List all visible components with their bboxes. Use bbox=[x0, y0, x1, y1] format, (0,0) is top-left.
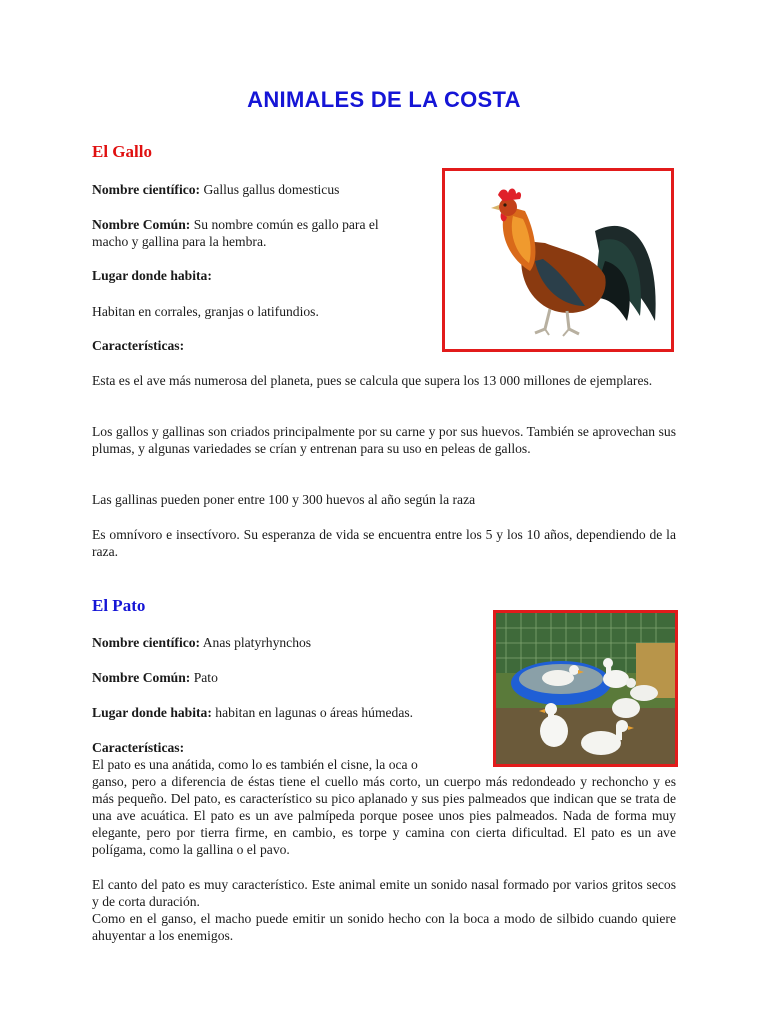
pato-lugar-label: Lugar donde habita: bbox=[92, 705, 212, 720]
gallo-sci-label: Nombre científico: bbox=[92, 182, 201, 197]
rooster-image bbox=[442, 168, 674, 352]
gallo-paragraph-1: Esta es el ave más numerosa del planeta, pues se calcula que supera los 13 000 millones de ejemplares. bbox=[92, 373, 653, 388]
pato-common-label: Nombre Común: bbox=[92, 670, 191, 685]
gallo-common-name bbox=[92, 216, 379, 250]
pato-common-value: Pato bbox=[190, 670, 218, 685]
ducks-image bbox=[493, 610, 678, 767]
gallo-common-value-1: Su nombre común es gallo para el bbox=[190, 217, 379, 232]
pato-caracteristicas-row bbox=[92, 739, 184, 756]
pato-scientific-name bbox=[92, 634, 311, 651]
gallo-lugar-label: Lugar donde habita: bbox=[92, 268, 212, 283]
page-title: ANIMALES DE LA COSTA bbox=[247, 87, 521, 112]
gallo-paragraph-2: Los gallos y gallinas son criados principalmente por su carne y por sus huevos. También se aprovechan sus plumas, y algunas variedades se crían y entrenan para su uso en peleas de gallos. bbox=[92, 424, 676, 456]
pato-common-name bbox=[92, 669, 218, 686]
gallo-scientific-name bbox=[92, 181, 339, 198]
pato-heading: El Pato bbox=[92, 596, 146, 615]
gallo-carac-label: Características: bbox=[92, 338, 185, 353]
pato-lugar-value: habitan en lagunas o áreas húmedas. bbox=[211, 705, 414, 720]
gallo-lugar-label-row bbox=[92, 267, 212, 284]
gallo-sci-value: Gallus gallus domesticus bbox=[200, 182, 340, 197]
gallo-common-label: Nombre Común: bbox=[92, 217, 191, 232]
pato-lugar-row bbox=[92, 704, 413, 721]
pato-sci-label: Nombre científico: bbox=[92, 635, 201, 650]
pato-paragraph-3: Como en el ganso, el macho puede emitir un sonido hecho con la boca a modo de silbido cuando quiere ahuyentar a los enemigos. bbox=[92, 911, 676, 943]
pato-paragraph-1-line-1: El pato es una anátida, como lo es también el cisne, la oca o bbox=[92, 757, 418, 772]
pato-paragraph-2: El canto del pato es muy característico. Este animal emite un sonido nasal formado por varios gritos secos y de corta duración. bbox=[92, 877, 676, 909]
ducks-photo-icon bbox=[496, 613, 675, 764]
pato-paragraph-1-rest: ganso, pero a diferencia de éstas tiene el cuello más corto, un cuerpo más redondeado y rechoncho y es más pequeño. Del pato, es característico su pico aplanado y sus pies palmeados que indican que se trata de una ave acuática. El pato es un ave palmípeda porque posee unos pies palmeados. Nada de forma muy elegante, pero por tierra firme, en cambio, es torpe y camina con cierta dificultad. El pato es un ave polígama, como la gallina o el pavo. bbox=[92, 774, 676, 857]
pato-carac-label: Características: bbox=[92, 740, 185, 755]
gallo-heading: El Gallo bbox=[92, 142, 152, 161]
rooster-photo-icon bbox=[445, 171, 671, 349]
gallo-paragraph-3: Las gallinas pueden poner entre 100 y 300 huevos al año según la raza bbox=[92, 492, 476, 507]
gallo-caracteristicas-row bbox=[92, 337, 184, 354]
gallo-common-value-2: macho y gallina para la hembra. bbox=[92, 234, 267, 249]
pato-sci-value: Anas platyrhynchos bbox=[200, 635, 312, 650]
gallo-lugar-text: Habitan en corrales, granjas o latifundios. bbox=[92, 304, 319, 319]
gallo-paragraph-4: Es omnívoro e insectívoro. Su esperanza de vida se encuentra entre los 5 y los 10 años, dependiendo de la raza. bbox=[92, 527, 676, 559]
